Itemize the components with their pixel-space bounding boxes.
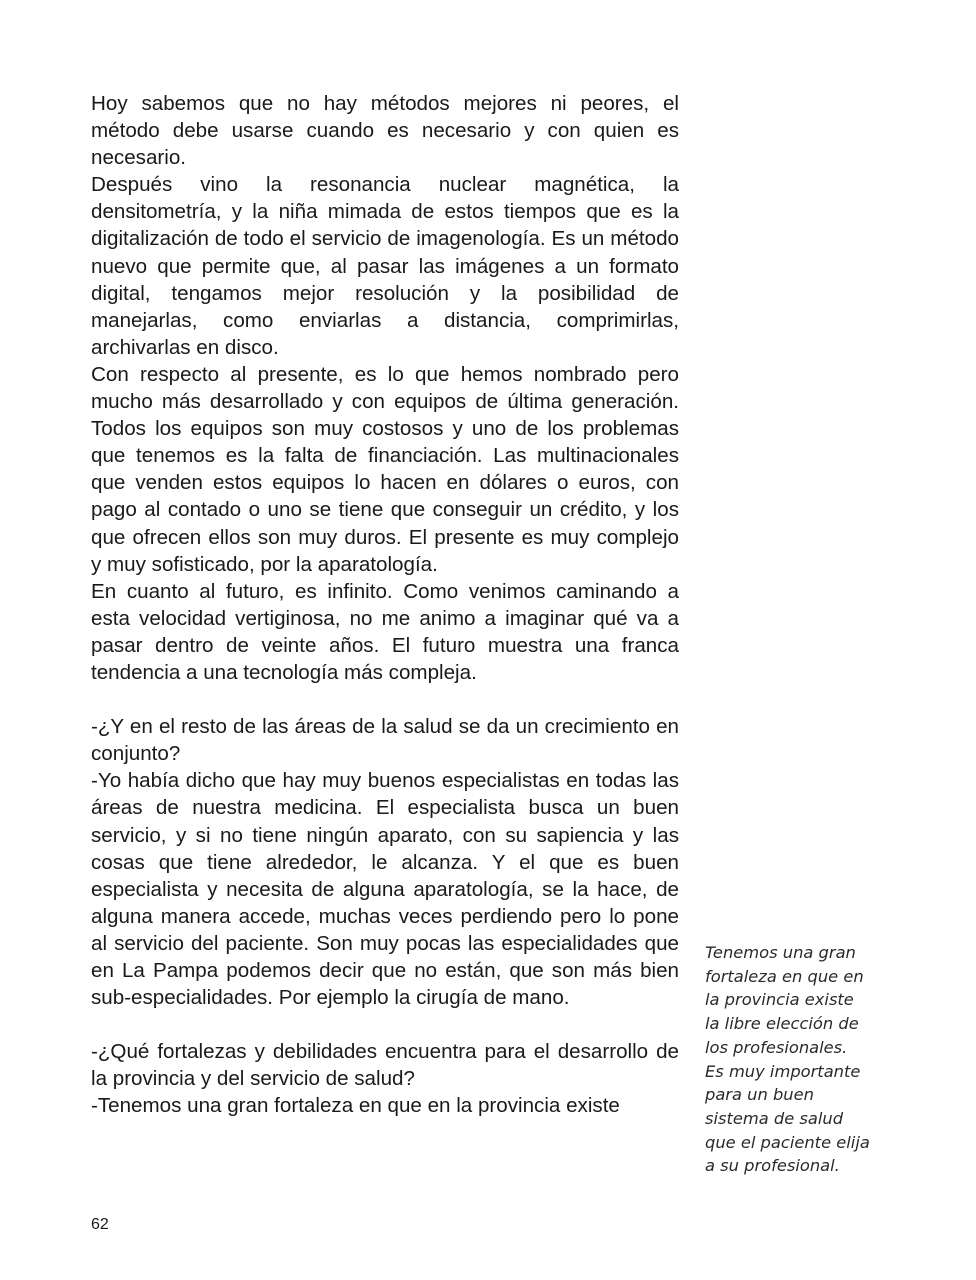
page-number: 62 (91, 1216, 109, 1233)
paragraph: Después vino la resonancia nuclear magnética, la densitometría, y la niña mimada de estos tiempos que es la digitalización de todo el servicio de imagenología. Es un método nuevo que permite que, al pasar las imágenes a un formato digital, tengamos mejor resolución y la posibilidad de manejarlas, como enviarlas a distancia, comprimirlas, archivarlas en disco. (91, 173, 679, 359)
paragraph: Hoy sabemos que no hay métodos mejores ni peores, el método debe usarse cuando es necesario y con quien es necesario. (91, 92, 679, 170)
interview-question: -¿Qué fortalezas y debilidades encuentra para el desarrollo de la provincia y del servicio de salud? (91, 1040, 679, 1091)
interview-question: -¿Y en el resto de las áreas de la salud se da un crecimiento en conjunto? (91, 715, 679, 766)
pull-quote: Tenemos una gran fortaleza en que en la provincia existe la libre elección de los profesionales. Es muy importante para un buen sistema de salud que el paciente elija a su profesional. (705, 943, 870, 1176)
main-text-column (91, 90, 679, 1120)
paragraph: Con respecto al presente, es lo que hemos nombrado pero mucho más desarrollado y con equipos de última generación. Todos los equipos son muy costosos y uno de los problemas que tenemos es la falta de financiación. Las multinacionales que venden estos equipos lo hacen en dólares o euros, con pago al contado o uno se tiene que conseguir un crédito, y los que ofrecen ellos son muy duros. El presente es muy complejo y muy sofisticado, por la aparatología. (91, 362, 679, 576)
paragraph: En cuanto al futuro, es infinito. Como venimos caminando a esta velocidad vertiginosa, no me animo a imaginar qué va a pasar dentro de veinte años. El futuro muestra una franca tendencia a una tecnología más compleja. (91, 579, 679, 684)
interview-answer: -Tenemos una gran fortaleza en que en la provincia existe (91, 1094, 620, 1118)
paragraph-spacer (91, 1011, 679, 1038)
interview-answer: -Yo había dicho que hay muy buenos especialistas en todas las áreas de nuestra medicina. El especialista busca un buen servicio, y si no tiene ningún aparato, con su sapiencia y las cosas que tiene alrededor, le alcanza. Y el que es buen especialista y necesita de alguna aparatología, se la hace, de alguna manera accede, muchas veces perdiendo pero lo pone al servicio del paciente. Son muy pocas las especialidades que en La Pampa podemos decir que no están, que son más bien sub-especialidades. Por ejemplo la cirugía de mano. (91, 769, 679, 1010)
paragraph-spacer (91, 686, 679, 713)
